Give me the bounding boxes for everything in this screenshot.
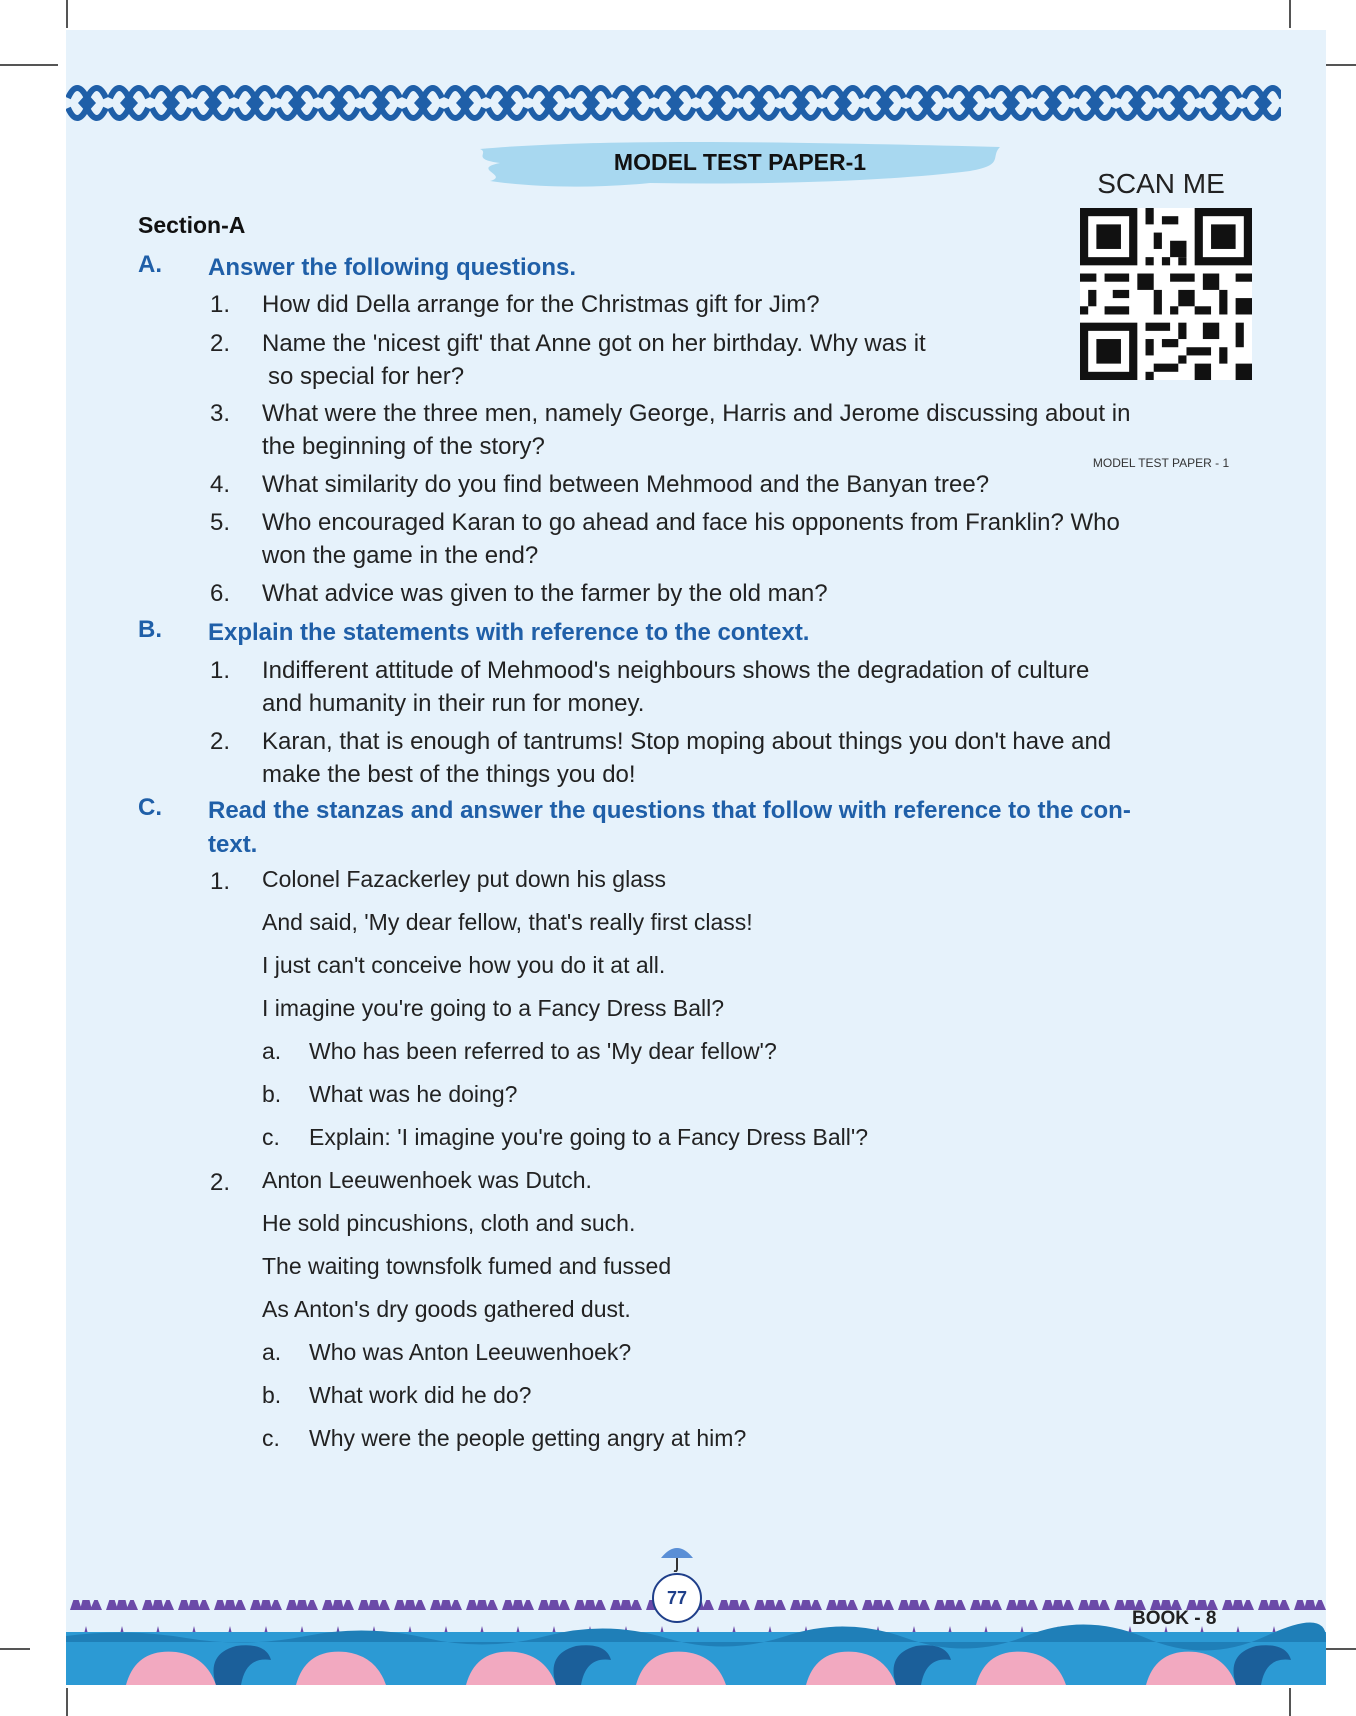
section-heading: Section-A [138, 212, 246, 238]
question-letter: B. [138, 616, 162, 643]
item-number: 4. [210, 471, 231, 498]
item-text: Who encouraged Karan to go ahead and face his opponents from Franklin? Who [262, 509, 1120, 536]
question-heading-text: text. [208, 831, 258, 858]
stanza-line: And said, 'My dear fellow, that's really first class! [262, 909, 753, 935]
crop-mark [1289, 1688, 1291, 1716]
page-number: 77 [652, 1573, 702, 1623]
item-number: 6. [210, 580, 231, 607]
item-number: 1. [210, 657, 231, 684]
item-text: Karan, that is enough of tantrums! Stop moping about things you don't have and [262, 728, 1112, 755]
stanza-line: I just can't conceive how you do it at all. [262, 952, 666, 978]
qr-caption: MODEL TEST PAPER - 1 [1092, 456, 1230, 470]
item-text: What were the three men, namely George, Harris and Jerome discussing about in [262, 400, 1131, 427]
item-number: 5. [210, 509, 231, 536]
sub-letter: a. [262, 1038, 282, 1064]
item-text: make the best of the things you do! [262, 761, 636, 788]
sub-letter: c. [262, 1124, 280, 1150]
crop-mark [66, 1688, 68, 1716]
item-text: the beginning of the story? [262, 433, 545, 460]
item-text: What advice was given to the farmer by the old man? [262, 580, 828, 607]
sub-letter: b. [262, 1382, 282, 1408]
item-number: 2. [210, 728, 231, 755]
item-text: Indifferent attitude of Mehmood's neighbours shows the degradation of culture [262, 657, 1090, 684]
crop-mark [0, 1648, 30, 1650]
question-heading-text: Answer the following questions. [208, 254, 577, 281]
sub-text: Explain: 'I imagine you're going to a Fancy Dress Ball'? [309, 1124, 869, 1150]
stanza-line: Anton Leeuwenhoek was Dutch. [262, 1167, 592, 1193]
crop-mark [1289, 0, 1291, 28]
item-number: 1. [210, 291, 231, 318]
crop-mark [1326, 1648, 1356, 1650]
item-text: and humanity in their run for money. [262, 690, 645, 717]
item-number: 1. [210, 868, 231, 895]
page-title: MODEL TEST PAPER-1 [613, 149, 867, 175]
book-label: BOOK - 8 [1132, 1608, 1217, 1629]
crop-mark [1326, 64, 1356, 66]
sub-letter: b. [262, 1081, 282, 1107]
crop-mark [0, 64, 58, 66]
question-heading-text: Read the stanzas and answer the questions that follow with reference to the con- [208, 797, 1131, 824]
stanza-line: The waiting townsfolk fumed and fussed [262, 1253, 672, 1279]
sub-text: Who was Anton Leeuwenhoek? [309, 1339, 632, 1365]
item-text: Name the 'nicest gift' that Anne got on her birthday. Why was it [262, 330, 926, 357]
question-heading-text: Explain the statements with reference to the context. [208, 619, 810, 646]
stanza-line: I imagine you're going to a Fancy Dress Ball? [262, 995, 725, 1021]
question-letter: C. [138, 794, 162, 821]
sub-text: Why were the people getting angry at him? [309, 1425, 747, 1451]
sub-text: Who has been referred to as 'My dear fellow'? [309, 1038, 777, 1064]
crop-mark [66, 0, 68, 28]
title-banner [470, 131, 1010, 201]
umbrella-icon [659, 1542, 695, 1572]
stanza-line: As Anton's dry goods gathered dust. [262, 1296, 631, 1322]
item-text: What similarity do you find between Mehmood and the Banyan tree? [262, 471, 990, 498]
sub-letter: c. [262, 1425, 280, 1451]
item-text: so special for her? [268, 363, 465, 390]
stanza-line: Colonel Fazackerley put down his glass [262, 866, 666, 892]
item-text: won the game in the end? [262, 542, 539, 569]
page [66, 30, 1326, 1685]
item-number: 2. [210, 1169, 231, 1196]
sub-letter: a. [262, 1339, 282, 1365]
sub-text: What was he doing? [309, 1081, 518, 1107]
item-number: 3. [210, 400, 231, 427]
question-letter: A. [138, 251, 162, 278]
stanza-line: He sold pincushions, cloth and such. [262, 1210, 636, 1236]
sub-text: What work did he do? [309, 1382, 532, 1408]
item-text: How did Della arrange for the Christmas gift for Jim? [262, 291, 820, 318]
scan-me-label: SCAN ME [1097, 168, 1225, 199]
item-number: 2. [210, 330, 231, 357]
